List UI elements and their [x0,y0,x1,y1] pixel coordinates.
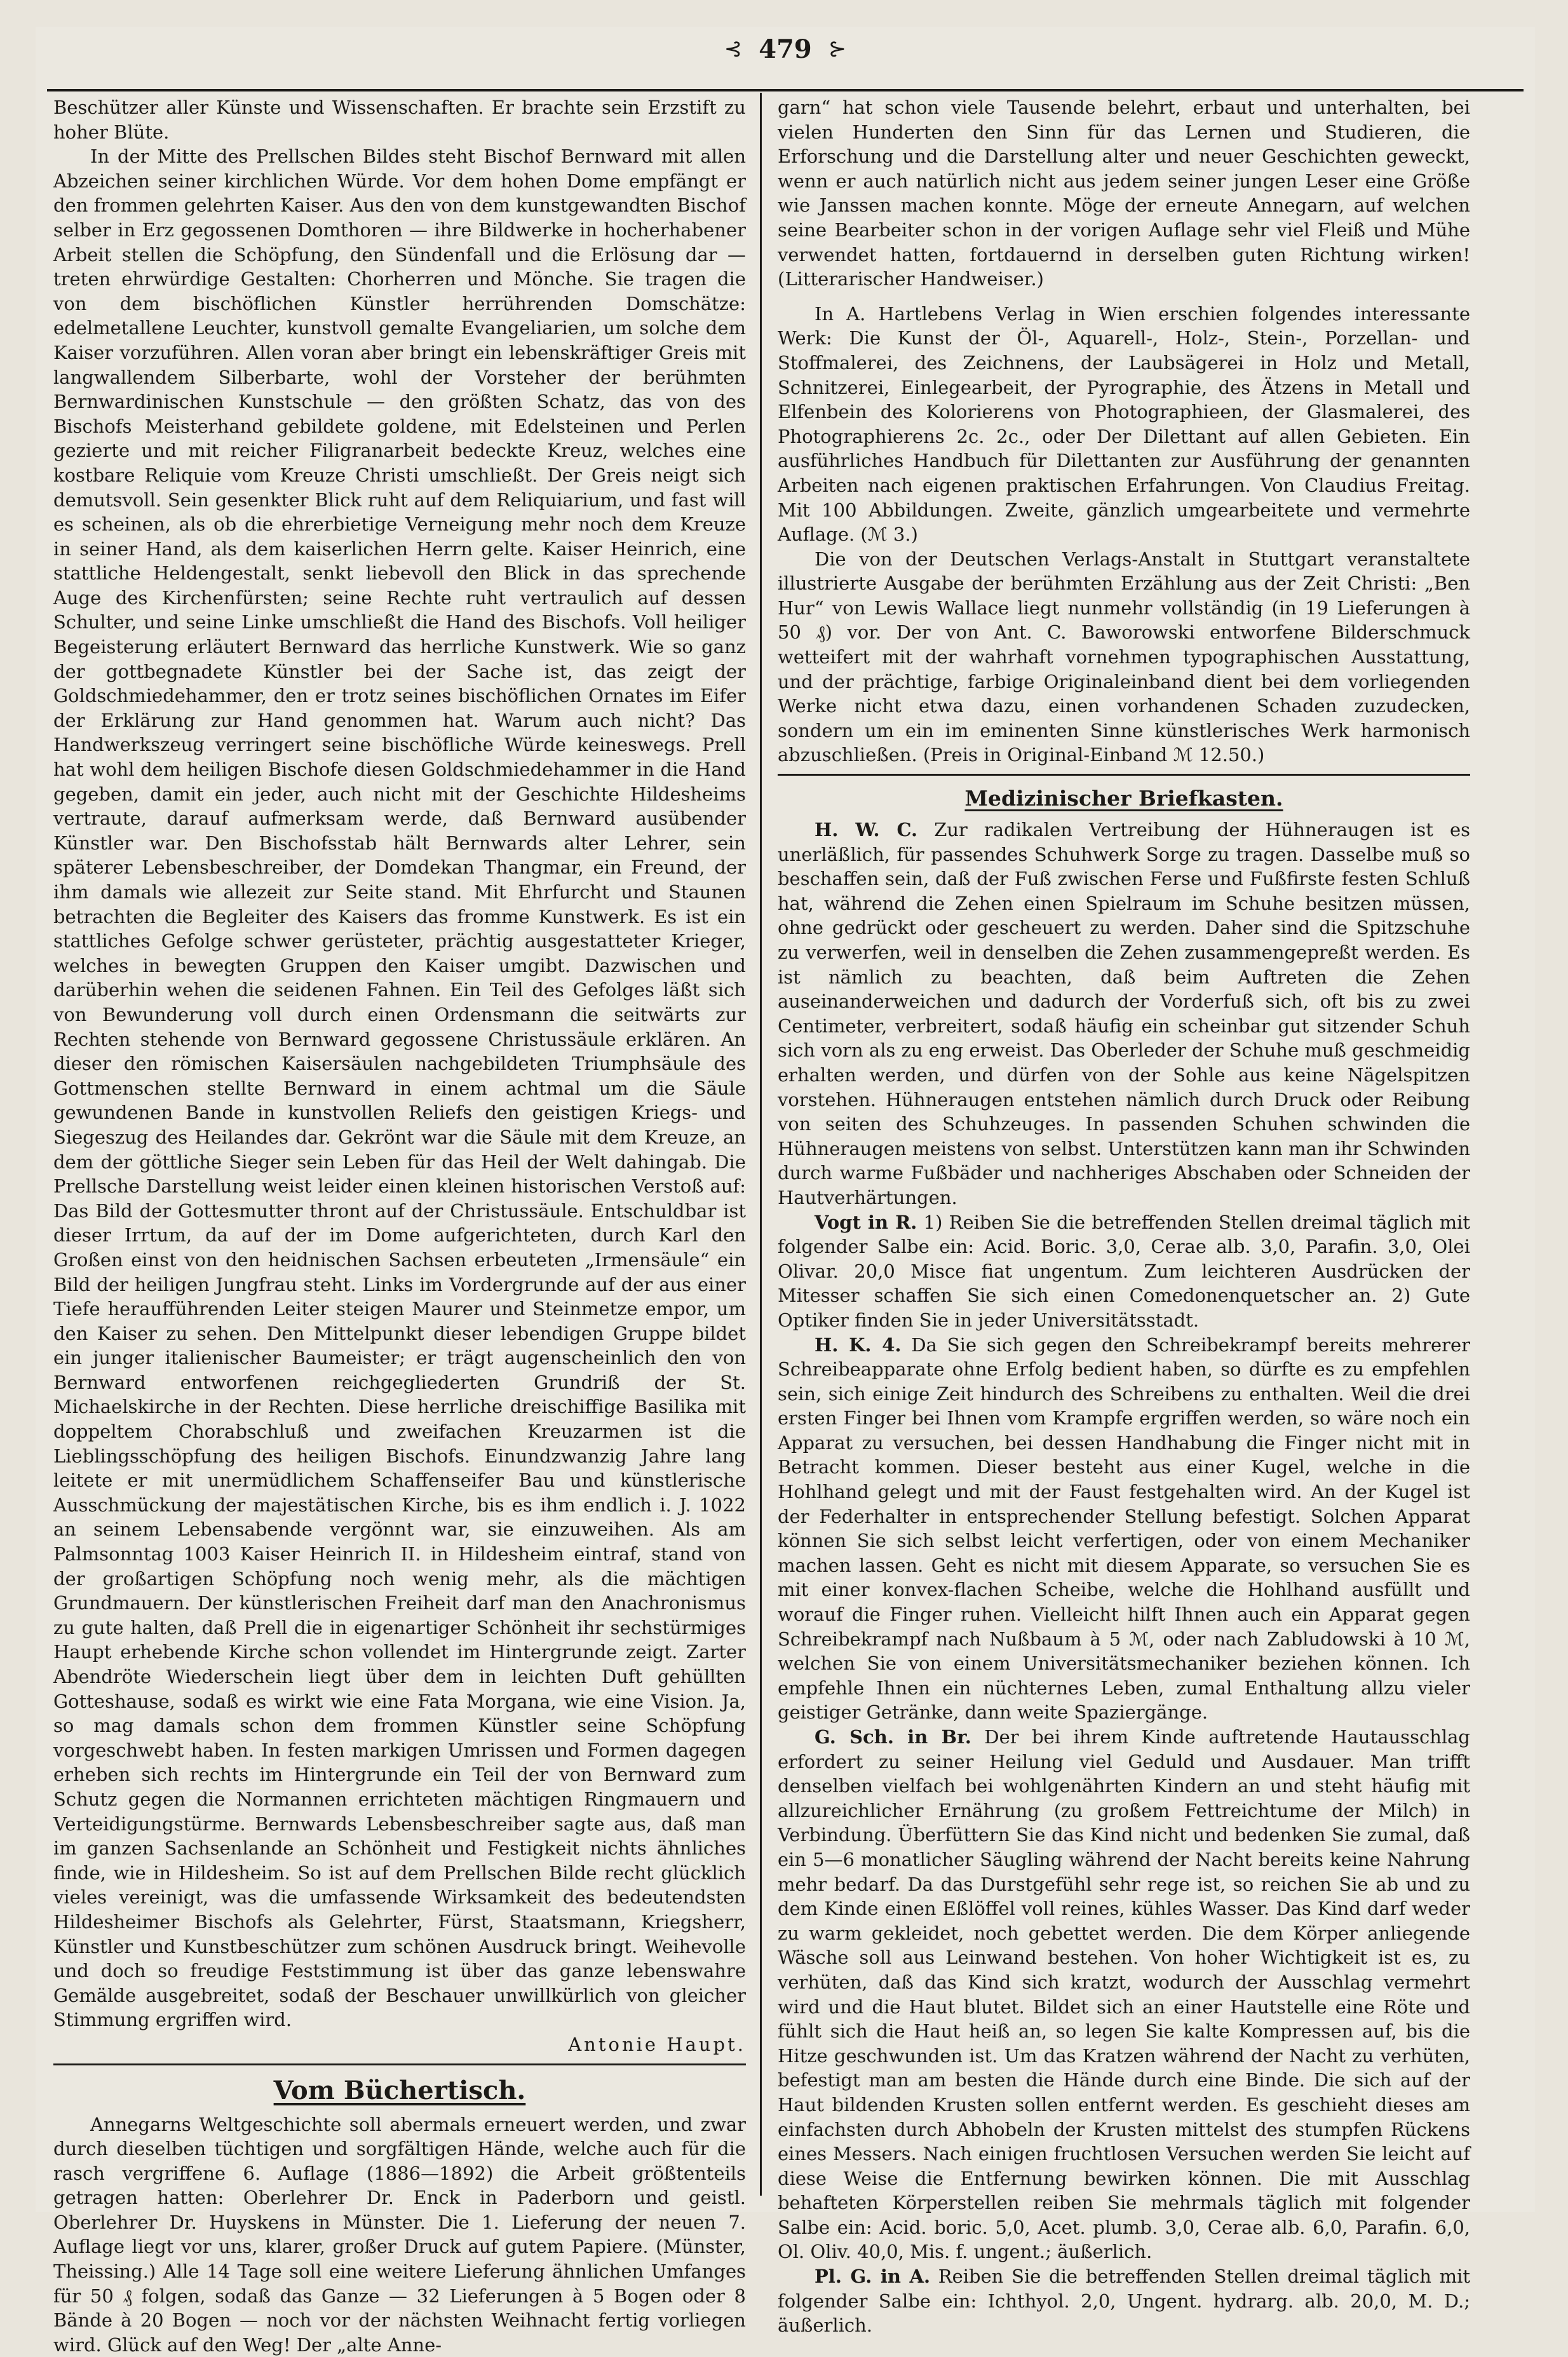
letter-entry [778,1210,1470,1333]
letter-text: Reiben Sie die betreffenden Stellen dreimal täglich mit folgender Salbe ein: Ichthyol. 2,0, Ungent. hydrarg. alb. 20,0, M. D.; äußerlich. [778,2266,1470,2336]
paragraph-gap [778,292,1470,302]
letter-entry [778,2264,1470,2338]
column-divider [760,93,762,2196]
letter-text: 1) Reiben Sie die betreffenden Stellen dreimal täglich mit folgender Salbe ein: Acid. Boric. 3,0, Cerae alb. 3,0, Parafin. 3,0, Olei Olivar. 20,0 Misce fiat ungentum. Zum leichteren Ausdrücken der Mitesser schaffen Sie sich einen Comedonenquetscher an. 2) Gute Optiker finden Sie in jeder Universitätsstadt. [778,1212,1470,1331]
header-rule [47,89,1524,91]
ornament-right: ⊱ [828,36,847,62]
article-signature: Antonie Haupt. [53,2032,746,2057]
right-column [778,95,1470,2338]
section-rule [778,774,1470,776]
review-paragraph: Die von der Deutschen Verlags-Anstalt in Stuttgart veranstaltete illustrierte Ausgabe der berühmten Erzählung aus der Zeit Christi: „Ben Hur“ von Lewis Wallace liegt nunmehr vollständig (in 19 Lieferungen à 50 ₰) vor. Der von Ant. C. Baworowski entworfene Bilderschmuck wetteifert mit der wahrhaft vornehmen typographischen Ausstattung, und der prächtige, farbige Originaleinband dient bei dem vorliegenden Werke nicht etwa dazu, einen vorhandenen Schaden zuzudecken, sondern um ein im eminenten Sinne künstlerisches Werk harmonisch abzuschließen. (Preis in Original-Einband ℳ 12.50.) [778,547,1470,767]
section-title-briefkasten: Medizinischer Briefkasten. [778,783,1470,814]
letter-entry [778,1725,1470,2264]
newspaper-page [36,27,1535,2212]
page-header [36,27,1535,71]
article-paragraph: Beschützer aller Künste und Wissenschaften. Er brachte sein Erzstift zu hoher Blüte. [53,95,746,144]
article-paragraph: In der Mitte des Prellschen Bildes steht Bischof Bernward mit allen Abzeichen seiner kirchlichen Würde. Vor dem hohen Dome empfängt er den frommen gelehrten Kaiser. Aus den von dem kunstgewandten Bischof selber in Erz gegossenen Domthoren — ihre Bildwerke in hocherhabener Arbeit stellen die Schöpfung, den Sündenfall und die Erlösung dar — treten ehrwürdige Gestalten: Chorherren und Mönche. Sie tragen die von dem bischöflichen Künstler herrührenden Domschätze: edelmetallene Leuchter, kunstvoll gemalte Evangeliarien, um solche dem Kaiser vorzuführen. Allen voran aber bringt ein lebenskräftiger Greis mit langwallendem Silberbarte, wohl der Vorsteher der berühmten Bernwardinischen Kunstschule — den größten Schatz, das von des Bischofs Meisterhand gebildete goldene, mit Edelsteinen und Perlen gezierte und mit reicher Filigranarbeit bedeckte Kreuz, welches eine kostbare Reliquie vom Kreuze Christi umschließt. Der Greis neigt sich demutsvoll. Sein gesenkter Blick ruht auf dem Reliquiarium, und fast will es scheinen, als ob die ehrerbietige Verneigung mehr noch dem Kreuze in seiner Hand, als dem kaiserlichen Herrn gelte. Kaiser Heinrich, eine stattliche Heldengestalt, senkt liebevoll den Blick in das sprechende Auge des Kirchenfürsten; seine Rechte ruht vertraulich auf dessen Schulter, und seine Linke umschließt die Hand des Bischofs. Voll heiliger Begeisterung erläutert Bernward das herrliche Kunstwerk. Wie so ganz der gottbegnadete Künstler bei der Sache ist, das zeigt der Goldschmiedehammer, den er trotz seines bischöflichen Ornates im Eifer der Erklärung zur Hand genommen hat. Warum auch nicht? Das Handwerkszeug verringert seine bischöfliche Würde keineswegs. Prell hat wohl dem heiligen Bischofe diesen Goldschmiedehammer in die Hand gegeben, damit ein jeder, auch nicht mit der Geschichte Hildesheims vertraute, darauf aufmerksam werde, daß Bernward ausübender Künstler war. Den Bischofsstab hält Bernwards alter Lehrer, sein späterer Lebensbeschreiber, der Domdekan Thangmar, ein Freund, der ihm damals wie allezeit zur Seite stand. Mit Ehrfurcht und Staunen betrachten die Begleiter des Kaisers das fromme Kunstwerk. Es ist ein stattliches Gefolge schwer gerüsteter, prächtig ausgestatteter Krieger, welches in bewegten Gruppen den Kaiser umgibt. Dazwischen und darüberhin wehen die seidenen Fahnen. Ein Teil des Gefolges läßt sich von Bewunderung voll durch einen Ordensmann die seitwärts zur Rechten stehende von Bernward gegossene Christussäule erklären. An dieser den römischen Kaisersäulen nachgebildeten Triumphsäule des Gottmenschen stellte Bernward in einem achtmal um die Säule gewundenen Bande in kunstvollen Reliefs den geistigen Kriegs- und Siegeszug des Heilandes dar. Gekrönt war die Säule mit dem Kreuze, an dem der göttliche Sieger sein Leben für das Heil der Welt dahingab. Die Prellsche Darstellung weist leider einen kleinen historischen Verstoß auf: Das Bild der Gottesmutter thront auf der Christussäule. Entschuldbar ist dieser Irrtum, da auf der im Dome aufgerichteten, durch Karl den Großen einst von den heidnischen Sachsen erbeuteten „Irmensäule“ ein Bild der heiligen Jungfrau steht. Links im Vordergrunde auf der aus einer Tiefe heraufführenden Leiter steigen Maurer und Steinmetze empor, um den Kaiser zu sehen. Den Mittelpunkt dieser lebendigen Gruppe bildet ein junger italienischer Baumeister; er trägt augenscheinlich den von Bernward entworfenen reichgegliederten Grundriß der St. Michaelskirche in der Rechten. Diese herrliche dreischiffige Basilika mit doppeltem Chorabschluß und zweifachen Kreuzarmen ist die Lieblingsschöpfung des heiligen Bischofs. Einundzwanzig Jahre lang leitete er mit unermüdlichem Schaffenseifer Bau und künstlerische Ausschmückung der majestätischen Kirche, bis es ihm endlich i. J. 1022 an seinem Lebensabende vergönnt war, sie einzuweihen. Als am Palmsonntag 1003 Kaiser Heinrich II. in Hildesheim eintraf, stand von der großartigen Schöpfung noch wenig mehr, als die mächtigen Grundmauern. Der künstlerischen Freiheit darf man den Anachronismus zu gute halten, daß Prell die in eigenartiger Schönheit ihr sechstürmiges Haupt erhebende Kirche schon vollendet im Hintergrunde zeigt. Zarter Abendröte Wiederschein liegt über dem in leichten Duft gehüllten Gotteshause, sodaß es wirkt wie eine Fata Morgana, wie eine Vision. Ja, so mag damals schon dem frommen Künstler seine Schöpfung vorgeschwebt haben. In festen markigen Umrissen und Formen dagegen erheben sich rechts im Hintergrunde ein Teil der von Bernward zum Schutz gegen die Normannen errichteten mächtigen Ringmauern und Verteidigungstürme. Bernwards Lebensbeschreiber sagte aus, daß man im ganzen Sachsenlande an Schönheit und Festigkeit nichts ähnliches finde, wie in Hildesheim. So ist auf dem Prellschen Bilde recht glücklich vieles vereinigt, was die umfassende Wirksamkeit des bedeutendsten Hildesheimer Bischofs als Gelehrter, Fürst, Staatsmann, Kriegsherr, Künstler und Kunstbeschützer zum schönen Ausdruck bringt. Weihevolle und doch so freudige Feststimmung ist über das ganze lebenswahre Gemälde ausgebreitet, sodaß der Beschauer unwillkürlich von gleicher Stimmung ergriffen wird. [53,144,746,2032]
letter-entry [778,1333,1470,1726]
letter-text: Da Sie sich gegen den Schreibekrampf bereits mehrerer Schreibeapparate ohne Erfolg bedient haben, so dürfte es zu empfehlen sein, sich einige Zeit hindurch des Schreibens zu enthalten. Weil die drei ersten Finger bei Ihnen vom Krampfe ergriffen werden, so wäre noch ein Apparat zu versuchen, bei dessen Handhabung die Finger nicht mit in Betracht kommen. Dieser besteht aus einer Kugel, welche in die Hohlhand gelegt und mit der Faust festgehalten wird. An der Kugel ist der Federhalter in entsprechender Stellung befestigt. Solchen Apparat können Sie sich selbst leicht verfertigen, oder von einem Mechaniker machen lassen. Geht es nicht mit diesem Apparate, so versuchen Sie es mit einer konvex-flachen Scheibe, welche die Hohlhand ausfüllt und worauf die Finger ruhen. Vielleicht hilft Ihnen auch ein Apparat gegen Schreibekrampf nach Nußbaum à 5 ℳ, oder nach Zabludowski à 10 ℳ, welchen Sie von einem Universitätsmechaniker beziehen können. Ich empfehle Ihnen ein nüchternes Leben, zumal Enthaltung allzu vieler geistiger Getränke, dann weite Spaziergänge. [778,1334,1470,1724]
letter-text: Der bei ihrem Kinde auftretende Hautausschlag erfordert zu seiner Heilung viel Geduld und Ausdauer. Man trifft denselben vielfach bei wohlgenährten Kindern an und steht häufig mit allzureichlicher Ernährung (zu großem Fettreichtume der Milch) in Verbindung. Überfüttern Sie das Kind nicht und bedenken Sie zumal, daß ein 5—6 monatlicher Säugling während der Nacht bereits keine Nahrung mehr bedarf. Da das Durstgefühl sehr rege ist, so reichen Sie ab und zu dem Kinde einen Eßlöffel voll reines, kühles Wasser. Das Kind darf weder zu warm gekleidet, noch gebettet werden. Die dem Körper anliegende Wäsche soll aus Leinwand bestehen. Von hoher Wichtigkeit ist es, zu verhüten, daß das Kind sich kratzt, wodurch der Ausschlag vermehrt wird und die Haut blutet. Bildet sich an einer Hautstelle eine Röte und fühlt sich die Haut heiß an, so legen Sie kalte Kompressen auf, bis die Hitze geschwunden ist. Um das Kratzen während der Nacht zu verhüten, befestigt man am besten die Hände durch eine Binde. Die sich auf der Haut bildenden Krusten sollen entfernt werden. Es geschieht dieses am einfachsten durch Abhobeln der Krusten mittelst des stumpfen Rückens eines Messers. Nach einigen fruchtlosen Versuchen werden Sie leicht auf diese Weise die Entfernung bewirken können. Die mit Ausschlag behafteten Körperstellen reiben Sie mehrmals täglich mit folgender Salbe ein: Acid. boric. 5,0, Acet. plumb. 3,0, Cerae alb. 6,0, Parafin. 6,0, Ol. Oliv. 40,0, Mis. f. ungent.; äußerlich. [778,1726,1470,2262]
review-paragraph: In A. Hartlebens Verlag in Wien erschien folgendes interessante Werk: Die Kunst der Öl-, Aquarell-, Holz-, Stein-, Porzellan- und Stoffmalerei, des Zeichnens, der Laubsägerei in Holz und Metall, Schnitzerei, Einlegearbeit, der Pyrographie, des Ätzens in Metall und Elfenbein des Kolorierens von Photographieen, der Glasmalerei, des Photographierens 2c. 2c., oder Der Dilettant auf allen Gebieten. Ein ausführliches Handbuch für Dilettanten zur Ausführung der genannten Arbeiten nach eigenen praktischen Erfahrungen. Von Claudius Freitag. Mit 100 Abbildungen. Zweite, gänzlich umgearbeitete und vermehrte Auflage. (ℳ 3.) [778,302,1470,547]
page-number: 479 [759,34,812,64]
letter-addressee: H. W. C. [814,819,917,841]
section-paragraph: Annegarns Weltgeschichte soll abermals erneuert werden, und zwar durch dieselben tüchtigen und sorgfältigen Hände, welche auch für die rasch vergriffene 6. Auflage (1886—1892) die Arbeit größtenteils getragen hatten: Oberlehrer Dr. Enck in Paderborn und geistl. Oberlehrer Dr. Huyskens in Münster. Die 1. Lieferung der neuen 7. Auflage liegt vor uns, klarer, großer Druck auf gutem Papiere. (Münster, Theissing.) Alle 14 Tage soll eine weitere Lieferung ähnlichen Umfanges für 50 ₰ folgen, sodaß das Ganze — 32 Lieferungen à 5 Bogen oder 8 Bände à 20 Bogen — noch vor der nächsten Weihnacht fertig vorliegen wird. Glück auf den Weg! Der „alte Anne- [53,2112,746,2357]
letter-addressee: H. K. 4. [814,1334,902,1356]
section-rule [53,2063,746,2065]
letter-text: Zur radikalen Vertreibung der Hühneraugen ist es unerläßlich, für passendes Schuhwerk Sorge zu tragen. Dasselbe muß so beschaffen sein, daß der Fuß zwischen Ferse und Fußfirste festen Schluß hat, während die Zehen einen Spielraum im Schuhe besitzen müssen, ohne gedrückt oder gescheuert zu werden. Daher sind die Spitzschuhe zu verwerfen, weil in denselben die Zehen zusammengepreßt werden. Es ist nämlich zu beachten, daß beim Auftreten die Zehen auseinanderweichen und dadurch der Vorderfuß sich, oft bis zu zwei Centimeter, verbreitert, sodaß häufig ein scheinbar gut sitzender Schuh sich vorn als zu eng erweist. Das Oberleder der Schuhe muß geschmeidig erhalten werden, und dürfen von der Sohle aus keine Nägelspitzen vorstehen. Hühneraugen entstehen nämlich durch Druck oder Reibung von seiten des Schuhzeuges. In passenden Schuhen schwinden die Hühneraugen meistens von selbst. Unterstützen kann man ihr Schwinden durch warme Fußbäder und nachheriges Abschaben oder Schneiden der Hautverhärtungen. [778,819,1470,1208]
section-title-buechertisch: Vom Büchertisch. [53,2073,746,2109]
left-column [53,95,746,2357]
letter-addressee: G. Sch. in Br. [814,1726,971,1748]
review-paragraph: garn“ hat schon viele Tausende belehrt, erbaut und unterhalten, bei vielen Hunderten den Sinn für das Lernen und Studieren, die Erforschung und die Darstellung alter und neuer Geschichten geweckt, wenn er auch natürlich nicht aus jedem seiner jungen Leser eine Größe wie Janssen machen konnte. Möge der erneute Annegarn, auf welchen seine Bearbeiter schon in der vorigen Auflage sehr viel Fleiß und Mühe verwendet hatten, fortdauernd in derselben guten Richtung wirken! (Litterarischer Handweiser.) [778,95,1470,292]
letter-addressee: Pl. G. in A. [814,2266,930,2287]
letter-addressee: Vogt in R. [814,1212,917,1233]
ornament-left: ⊰ [724,36,743,62]
letter-entry [778,818,1470,1210]
